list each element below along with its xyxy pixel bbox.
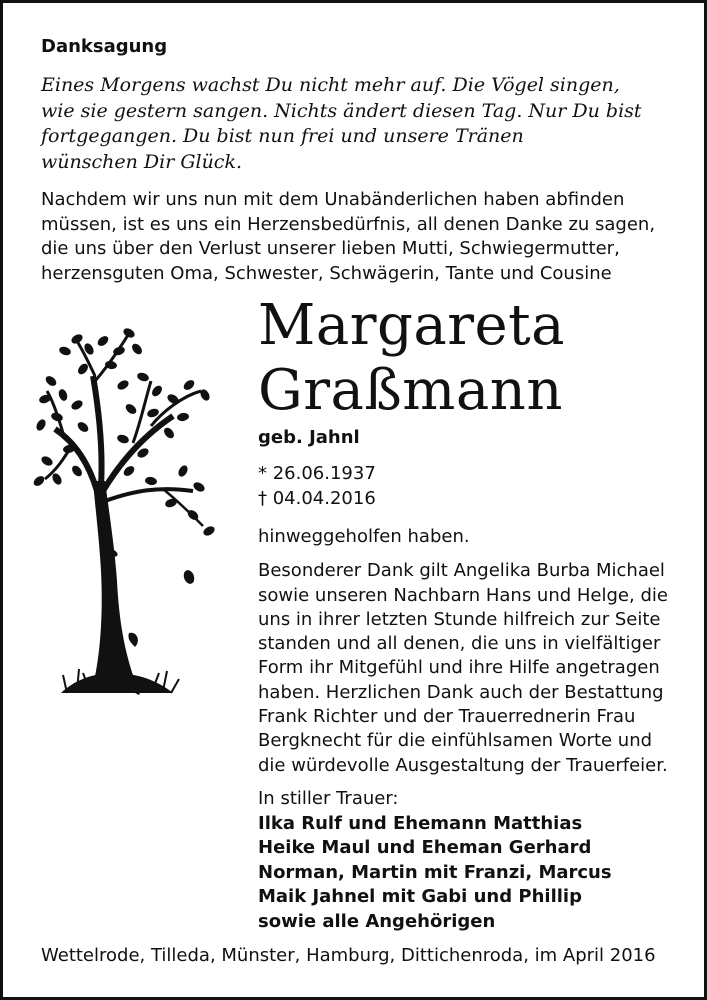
intro-line: müssen, ist es uns ein Herzensbedürfnis, all denen Danke zu sagen, [41, 213, 656, 235]
thanks-line: hinweggeholfen haben. [258, 526, 470, 547]
mourner-name: Norman, Martin mit Franzi, Marcus [258, 861, 612, 883]
birth-date: * 26.06.1937 [258, 463, 376, 484]
thanks-text [258, 525, 698, 778]
place-and-date: Wettelrode, Tilleda, Münster, Hamburg, Dittichenroda, im April 2016 [41, 945, 656, 966]
poem-line: wie sie gestern sangen. Nichts ändert diesen Tag. Nur Du bist [41, 99, 642, 122]
thanks-line: sowie unseren Nachbarn Hans und Helge, die [258, 584, 668, 606]
thanks-line: Besonderer Dank gilt Angelika Burba Michael [258, 560, 665, 582]
poem [41, 73, 681, 175]
thanks-line: die würdevolle Ausgestaltung der Trauerfeier. [258, 754, 668, 776]
poem-line: fortgegangen. Du bist nun frei und unsere Tränen [41, 125, 524, 148]
thanks-line: Form ihr Mitgefühl und ihre Hilfe angetragen [258, 657, 660, 679]
tree-with-falling-leaves-icon [33, 321, 233, 711]
thanks-line: haben. Herzlichen Dank auch der Bestattung [258, 681, 664, 703]
poem-line: wünschen Dir Glück. [41, 150, 243, 173]
intro-line: herzensguten Oma, Schwester, Schwägerin, Tante und Cousine [41, 262, 612, 284]
mourners-intro: In stiller Trauer: [258, 788, 399, 809]
deceased-name [258, 293, 565, 423]
intro-text [41, 188, 691, 286]
mourner-name: Heike Maul und Eheman Gerhard [258, 837, 592, 858]
mourner-name: sowie alle Angehörigen [258, 910, 496, 932]
poem-line: Eines Morgens wachst Du nicht mehr auf. Die Vögel singen, [41, 74, 620, 96]
thanks-line: Bergknecht für die einfühlsamen Worte und [258, 730, 653, 752]
thanks-line: Frank Richter und der Trauerrednerin Frau [258, 706, 636, 728]
death-date: † 04.04.2016 [258, 488, 376, 509]
first-name: Margareta [258, 293, 566, 358]
heading: Danksagung [41, 36, 168, 57]
mourner-name: Maik Jahnel mit Gabi und Phillip [258, 886, 582, 907]
mourner-name: Ilka Rulf und Ehemann Matthias [258, 812, 583, 834]
thanks-line: uns in ihrer letzten Stunde hilfreich zur Seite [258, 608, 661, 630]
life-dates [258, 461, 376, 511]
maiden-name: geb. Jahnl [258, 427, 360, 448]
mourners-block [258, 787, 612, 934]
thanks-line: standen und all denen, die uns in vielfältiger [258, 633, 661, 655]
intro-line: die uns über den Verlust unserer lieben Mutti, Schwiegermutter, [41, 238, 620, 259]
last-name: Graßmann [258, 358, 563, 423]
intro-line: Nachdem wir uns nun mit dem Unabänderlichen haben abfinden [41, 189, 625, 210]
